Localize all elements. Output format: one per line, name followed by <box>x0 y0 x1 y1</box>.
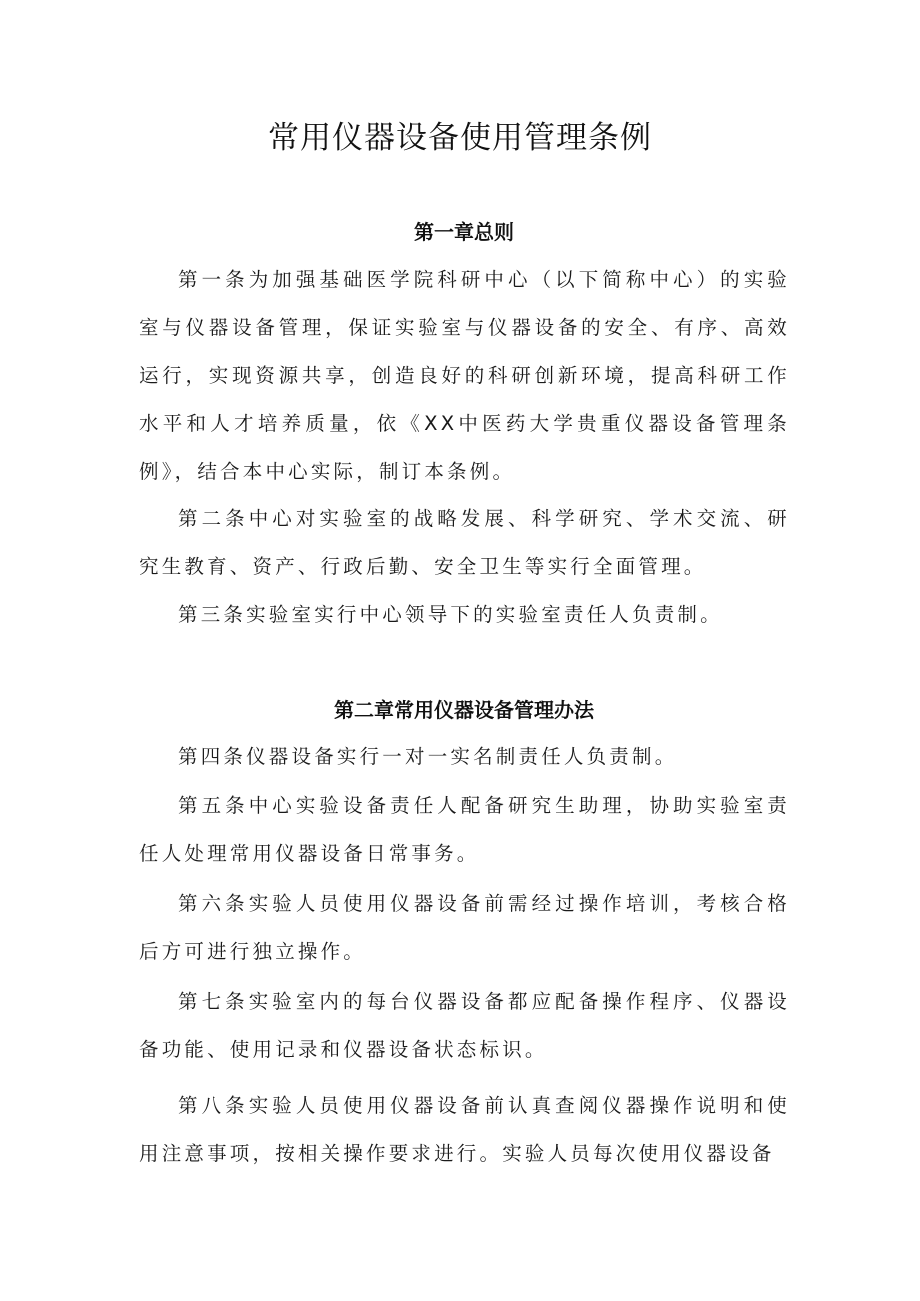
article-8: 第八条实验人员使用仪器设备前认真查阅仪器操作说明和使用注意事项，按相关操作要求进行。实验人员每次使用仪器设备 <box>139 1094 790 1165</box>
article-3: 第三条实验室实行中心领导下的实验室责任人负责制。 <box>178 603 723 626</box>
document-title: 常用仪器设备使用管理条例 <box>268 120 652 156</box>
article-7: 第七条实验室内的每台仪器设备都应配备操作程序、仪器设备功能、使用记录和仪器设备状态标识。 <box>139 990 790 1061</box>
chapter-2-heading: 第二章常用仪器设备管理办法 <box>334 698 594 722</box>
article-4: 第四条仪器设备实行一对一实名制责任人负责制。 <box>178 745 678 768</box>
chapter-1-heading: 第一章总则 <box>414 220 514 244</box>
article-2: 第二条中心对实验室的战略发展、科学研究、学术交流、研究生教育、资产、行政后勤、安全卫生等实行全面管理。 <box>139 507 790 578</box>
article-1: 第一条为加强基础医学院科研中心（以下简称中心）的实验室与仪器设备管理，保证实验室与仪器设备的安全、有序、高效运行，实现资源共享，创造良好的科研创新环境，提高科研工作水平和人才培养质量，依《XX中医药大学贵重仪器设备管理条例》，结合本中心实际，制订本条例。 <box>139 268 790 483</box>
article-5: 第五条中心实验设备责任人配备研究生助理，协助实验室责任人处理常用仪器设备日常事务。 <box>139 794 790 865</box>
article-6: 第六条实验人员使用仪器设备前需经过操作培训，考核合格后方可进行独立操作。 <box>139 892 790 963</box>
